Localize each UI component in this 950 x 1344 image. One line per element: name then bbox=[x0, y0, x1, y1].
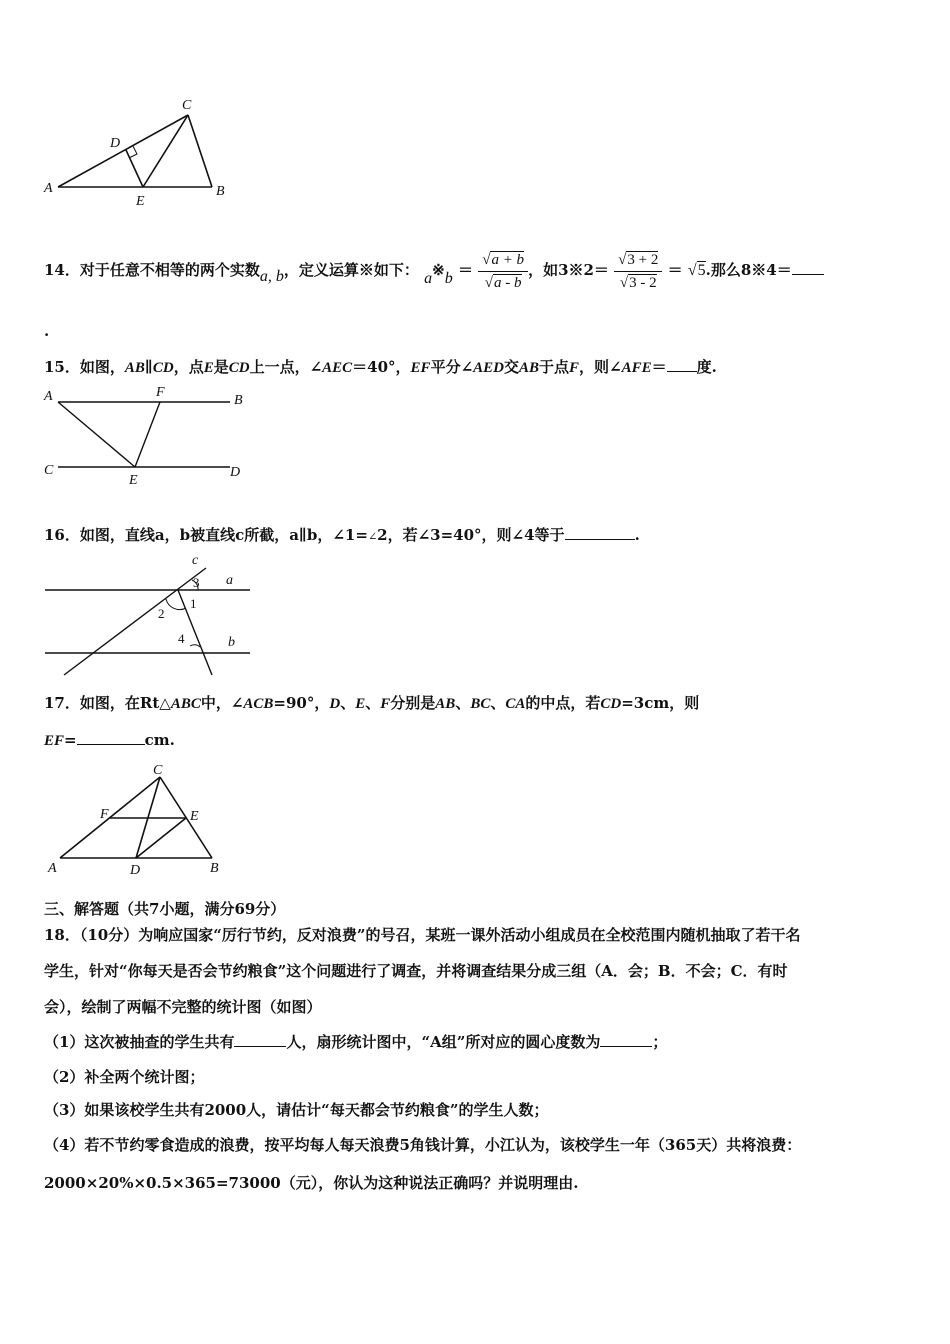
label-c: c bbox=[192, 553, 199, 568]
figure-q15-parallel-lines bbox=[40, 384, 260, 490]
section-title-3: 三、解答题（共7小题，满分69分） bbox=[44, 900, 286, 918]
label-D: D bbox=[130, 863, 141, 878]
question-16: 16．如图，直线a，b被直线c所截，a∥b，∠1=∠2，若∠3=40°，则∠4等于 . bbox=[44, 526, 640, 544]
label-B: B bbox=[216, 184, 225, 199]
label-B: B bbox=[234, 393, 243, 408]
label-C: C bbox=[153, 763, 163, 778]
angle-2: 2 bbox=[158, 606, 165, 621]
label-A: A bbox=[44, 389, 53, 404]
question-17-line2: EF= cm. bbox=[44, 731, 175, 749]
angle-3: 3 bbox=[193, 575, 200, 590]
label-D: D bbox=[230, 465, 241, 480]
figure-q16-transversal bbox=[40, 550, 270, 682]
label-A: A bbox=[44, 181, 53, 196]
fraction-definition: $\frac{√a + b}{√a - b}$ bbox=[478, 249, 528, 294]
label-A: A bbox=[48, 861, 57, 876]
question-18-part3: （3）如果该校学生共有2000人，请估计“每天都会节约粮食”的学生人数； bbox=[44, 1101, 549, 1119]
figure-q17-right-triangle bbox=[40, 762, 240, 880]
answer-blank-18-1b[interactable] bbox=[600, 1032, 652, 1047]
question-17-line1: 17．如图，在Rt△ABC中，∠ACB=90°，D、E、F分别是AB、BC、CA的中点，若CD=3cm，则 bbox=[44, 694, 700, 712]
sqrt-result: √5 bbox=[687, 262, 706, 279]
label-C: C bbox=[182, 98, 192, 113]
answer-blank-14[interactable] bbox=[792, 260, 824, 275]
label-C: C bbox=[44, 463, 54, 478]
label-a: a bbox=[226, 573, 233, 588]
question-18-part4-cont: 2000×20%×0.5×365=73000（元），你认为这种说法正确吗？并说明理由. bbox=[44, 1174, 579, 1192]
question-18-part2: （2）补全两个统计图； bbox=[44, 1068, 205, 1086]
answer-blank-16[interactable] bbox=[565, 525, 635, 540]
label-F: F bbox=[156, 385, 165, 400]
question-18-line3: 会），绘制了两幅不完整的统计图（如图） bbox=[44, 998, 322, 1016]
answer-blank-17[interactable] bbox=[77, 730, 145, 745]
fraction-example: $\frac{√3 + 2}{√3 - 2}$ bbox=[614, 249, 662, 294]
answer-blank-18-1a[interactable] bbox=[234, 1032, 286, 1047]
question-18-part4: （4）若不节约零食造成的浪费，按平均每人每天浪费5角钱计算，小江认为，该校学生一年（365天）共将浪费： bbox=[44, 1136, 802, 1154]
label-B: B bbox=[210, 861, 219, 876]
label-E: E bbox=[129, 473, 138, 488]
question-15: 15．如图，AB∥CD，点E是CD上一点，∠AEC＝40°，EF平分∠AED交AB于点F，则∠AFE＝ 度. bbox=[44, 358, 717, 376]
label-F: F bbox=[100, 807, 109, 822]
angle-1: 1 bbox=[190, 596, 197, 611]
angle-4: 4 bbox=[178, 631, 185, 646]
question-18-line1: 18．（10分）为响应国家“厉行节约，反对浪费”的号召，某班一课外活动小组成员在全校范围内随机抽取了若干名 bbox=[44, 926, 801, 944]
label-E: E bbox=[190, 809, 199, 824]
label-E: E bbox=[136, 194, 145, 209]
question-18-part1: （1）这次被抽查的学生共有 人，扇形统计图中，“A组”所对应的圆心度数为 ； bbox=[44, 1033, 668, 1051]
question-18-line2: 学生，针对“你每天是否会节约粮食”这个问题进行了调查，并将调查结果分成三组（A．会；B．不会；C．有时 bbox=[44, 962, 788, 980]
answer-blank-15[interactable] bbox=[667, 357, 697, 372]
q14-period: . bbox=[44, 322, 50, 340]
label-b: b bbox=[228, 635, 235, 650]
label-D: D bbox=[110, 136, 121, 151]
figure-q13-triangle bbox=[40, 95, 240, 210]
question-14: 14．对于任意不相等的两个实数a, b，定义运算※如下： a※b ＝ $\frac{√a + b}{√a - b}$ ，如3※2＝ $\frac{√3 + 2}{√3 - 2}$ ＝ √5.那么8※4＝ bbox=[44, 240, 824, 300]
